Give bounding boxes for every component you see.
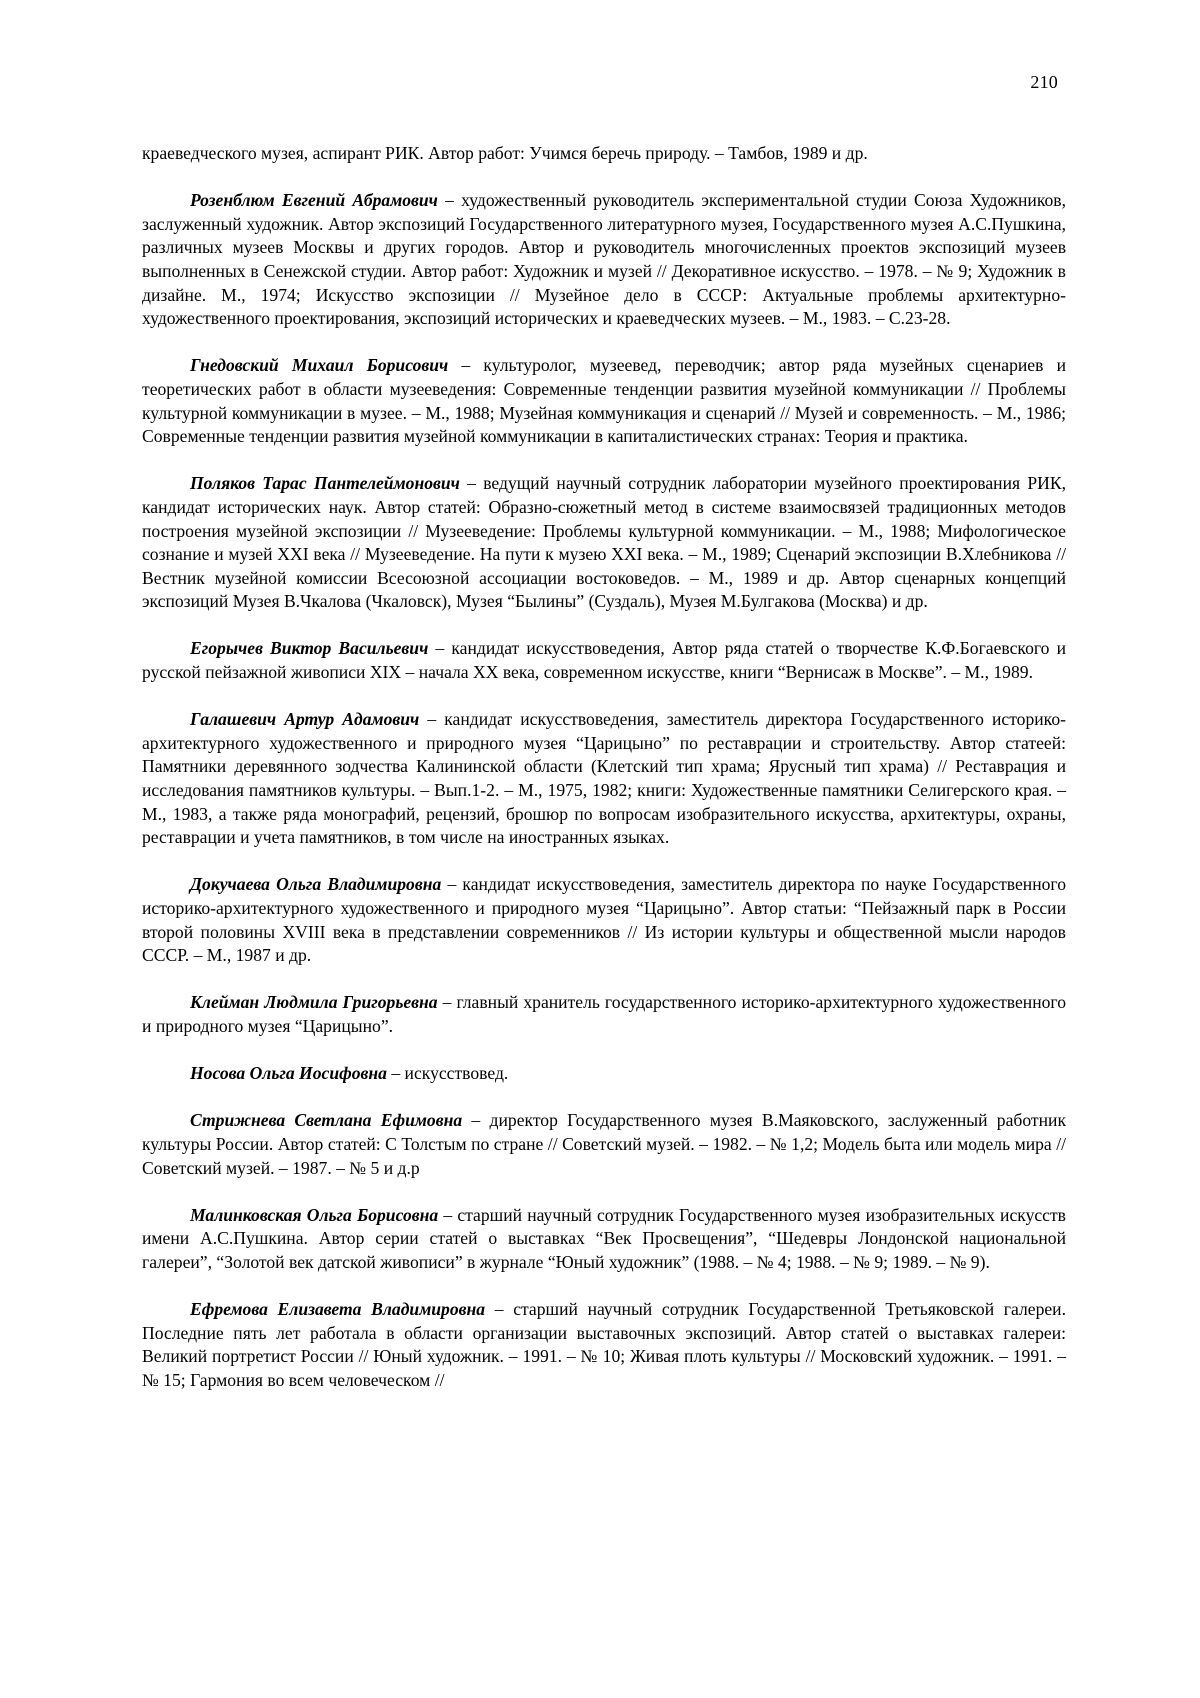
entry-strizhneva (142, 1109, 1066, 1180)
entry-text: – старший научный сотрудник Государственного музея изобразительных искусств имени А.С.Пушкина. Автор серии статей о выставках “Век Просвещения”, “Шедевры Лондонской национальной галереи”, “Золотой век датской живописи” в журнале “Юный художник” (1988. – № 4; 1988. – № 9; 1989. – № 9). (142, 1204, 1066, 1272)
person-name: Клейман Людмила Григорьевна (190, 992, 438, 1013)
entry-gnedovsky (142, 354, 1066, 448)
person-name: Розенблюм Евгений Абрамович (190, 190, 438, 211)
entry-text: – директор Государственного музея В.Маяковского, заслуженный работник культуры России. Автор статей: С Толстым по стране // Советский музей. – 1982. – № 1,2; Модель быта или модель мира // Советский музей. – 1987. – № 5 и д.р (142, 1110, 1066, 1178)
entry-text: – старший научный сотрудник Государственной Третьяковской галереи. Последние пять лет работала в области организации выставочных экспозиций. Автор статей о выставках галереи: Великий портретист России // Юный художник. – 1991. – № 10; Живая плоть культуры // Московский художник. – 1991. – № 15; Гармония во всем человеческом // (142, 1299, 1066, 1390)
entry-rozenblyum (142, 189, 1066, 331)
entry-galashevich (142, 708, 1066, 850)
person-name: Егорычев Виктор Васильевич (190, 638, 429, 659)
entry-text: – главный хранитель государственного историко-архитектурного художественного и природного музея “Царицыно”. (142, 992, 1066, 1036)
person-name: Поляков Тарас Пантелеймонович (190, 473, 460, 494)
entry-text: – искусствовед. (386, 1063, 509, 1084)
entry-text: – культуролог, музеевед, переводчик; автор ряда музейных сценариев и теоретических работ в области музееведения: Современные тенденции развития музейной коммуникации // Проблемы культурной коммуникации в музее. – М., 1988; Музейная коммуникация и сценарий // Музей и современность. – М., 1986; Современные тенденции развития музейной коммуникации в капиталистических странах: Теория и практика. (142, 355, 1066, 447)
person-name: Галашевич Артур Адамович (190, 709, 420, 730)
paragraph-text: краеведческого музея, аспирант РИК. Автор работ: Учимся беречь природу. – Тамбов, 1989 и др. (142, 143, 868, 163)
entry-text: – художественный руководитель экспериментальной студии Союза Художников, заслуженный художник. Автор экспозиций Государственного литературного музея, Государственного музея А.С.Пушкина, различных музеев Москвы и других городов. Автор и руководитель многочисленных проектов экспозиций музеев выполненных в Сенежской студии. Автор работ: Художник и музей // Декоративное искусство. – 1978. – № 9; Художник в дизайне. М., 1974; Искусство экспозиции // Музейное дело в СССР: Актуальные проблемы архитектурно-художественного проектирования, экспозиций исторических и краеведческих музеев. – М., 1983. – С.23-28. (142, 190, 1066, 329)
paragraph-continuation (142, 142, 1066, 166)
person-name: Докучаева Ольга Владимировна (190, 874, 442, 895)
person-name: Стрижнева Светлана Ефимовна (190, 1110, 463, 1131)
document-body (142, 142, 1066, 1416)
person-name: Носова Ольга Иосифовна (190, 1063, 387, 1084)
entry-text: – кандидат искусствоведения, заместитель директора Государственного историко-архитектурного художественного и природного музея “Царицыно” по реставрации и строительству. Автор статеей: Памятники деревянного зодчества Калининской области (Клетский тип храма; Ярусный тип храма) // Реставрация и исследования памятников культуры. – Вып.1-2. – М., 1975, 1982; книги: Художественные памятники Селигерского края. – М., 1983, а также ряда монографий, рецензий, брошюр по вопросам изобразительного искусства, архитектуры, охраны, реставрации и учета памятников, в том числе на иностранных языках. (142, 709, 1066, 848)
entry-nosova (142, 1062, 1066, 1086)
entry-polyakov (142, 472, 1066, 614)
entry-egorychev (142, 637, 1066, 684)
entry-kleiman (142, 991, 1066, 1038)
person-name: Ефремова Елизавета Владимировна (190, 1299, 486, 1320)
entry-dokuchaeva (142, 873, 1066, 967)
entry-text: – ведущий научный сотрудник лаборатории музейного проектирования РИК, кандидат исторических наук. Автор статей: Образно-сюжетный метод в системе взаимосвязей традиционных методов построения музейной экспозиции // Музееведение: Проблемы культурной коммуникации. – М., 1988; Мифологическое сознание и музей XXI века // Музееведение. На пути к музею XXI века. – М., 1989; Сценарий экспозиции В.Хлебникова // Вестник музейной комиссии Всесоюзной ассоциации востоковедов. – М., 1989 и др. Автор сценарных концепций экспозиций Музея В.Чкалова (Чкаловск), Музея “Былины” (Суздаль), Музея М.Булгакова (Москва) и др. (142, 473, 1066, 612)
person-name: Гнедовский Михаил Борисович (190, 355, 449, 376)
entry-text: – кандидат искусствоведения, заместитель директора по науке Государственного историко-архитектурного художественного и природного музея “Царицыно”. Автор статьи: “Пейзажный парк в России второй половины XVIII века в представлении современников // Из истории культуры и общественной мысли народов СССР. – М., 1987 и др. (142, 874, 1066, 966)
entry-text: – кандидат искусствоведения, Автор ряда статей о творчестве К.Ф.Богаевского и русской пейзажной живописи XIX – начала XX века, современном искусстве, книги “Вернисаж в Москве”. – М., 1989. (142, 638, 1066, 683)
page-number: 210 (1030, 72, 1058, 92)
entry-malinkovskaya (142, 1204, 1066, 1275)
person-name: Малинковская Ольга Борисовна (190, 1204, 439, 1225)
entry-efremova (142, 1298, 1066, 1392)
